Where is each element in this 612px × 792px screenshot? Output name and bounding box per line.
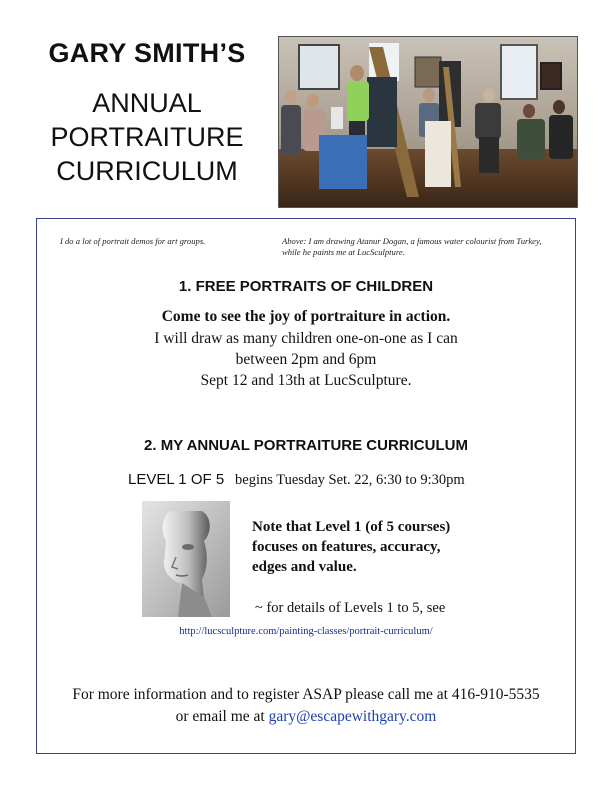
details-text: ~ for details of Levels 1 to 5, see xyxy=(255,600,446,616)
contact-email-line xyxy=(36,708,576,726)
level1-note xyxy=(252,517,450,577)
caption-left: I do a lot of portrait demos for art groups. xyxy=(60,236,206,246)
caption-right: Above: I am drawing Atanur Dogan, a famous water colourist from Turkey, while he paints me at LucSculpture. xyxy=(282,236,542,257)
curriculum-link[interactable]: http://lucsculpture.com/painting-classes/portrait-curriculum/ xyxy=(179,626,433,637)
sculpture-bust-image xyxy=(142,501,230,617)
note-line-3: edges and value. xyxy=(252,559,357,575)
section1-lead: Come to see the joy of portraiture in action. xyxy=(161,308,451,325)
section1-line-2: between 2pm and 6pm xyxy=(235,351,377,368)
note-line-2: focuses on features, accuracy, xyxy=(252,539,441,555)
note-line-1: Note that Level 1 (of 5 courses) xyxy=(252,519,451,535)
studio-photo xyxy=(278,36,578,208)
section1-line-3: Sept 12 and 13th at LucSculpture. xyxy=(200,372,412,389)
section1-heading: 1. FREE PORTRAITS OF CHILDREN xyxy=(178,278,434,295)
title-name: GARY SMITH’S xyxy=(48,38,246,68)
email-prefix: or email me at xyxy=(175,708,269,725)
section2-heading: 2. MY ANNUAL PORTRAITURE CURRICULUM xyxy=(144,437,468,454)
level-line xyxy=(128,471,465,489)
title-line-1: ANNUAL xyxy=(92,88,202,118)
level-start-text: begins Tuesday Set. 22, 6:30 to 9:30pm xyxy=(235,472,465,488)
level-label: LEVEL 1 OF 5 xyxy=(128,471,225,488)
section1-line-1: I will draw as many children one-on-one as I can xyxy=(154,330,458,347)
title-line-2: PORTRAITURE xyxy=(50,122,244,152)
title-line-3: CURRICULUM xyxy=(56,156,238,186)
contact-phone-line: For more information and to register ASAP please call me at 416-910-5535 xyxy=(72,686,540,703)
email-link[interactable]: gary@escapewithgary.com xyxy=(268,708,437,725)
